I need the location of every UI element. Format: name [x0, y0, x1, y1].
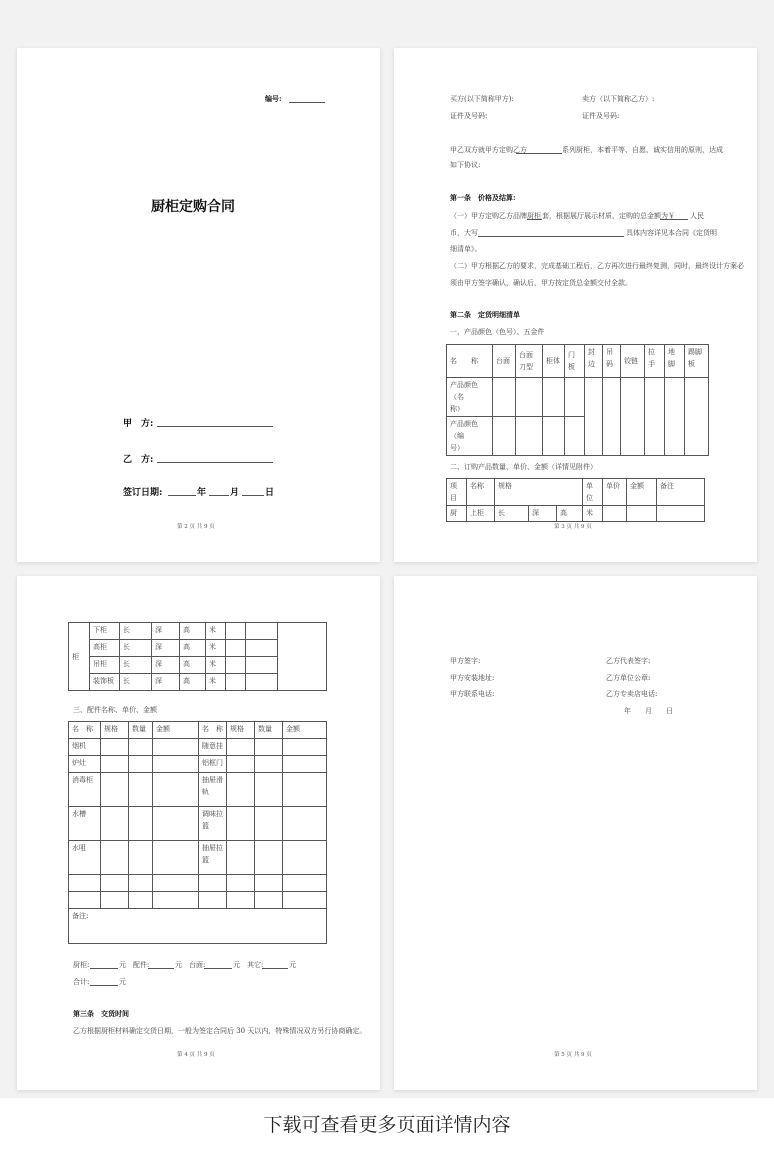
party-b-signature: 乙方代表签字: — [606, 657, 651, 665]
month-blank — [209, 495, 229, 496]
article-1-p4: （二）甲方根据乙方的要求，完成基础工程后，乙方再次进行最终复测，同时，最终设计方案必 — [450, 262, 744, 270]
acc-header: 规格 — [227, 722, 255, 739]
article-1-p3: 细清单》。 — [450, 245, 482, 253]
acc-header: 金额 — [283, 722, 327, 739]
accessory-total-blank — [148, 968, 174, 969]
cab-cell: 深 — [152, 657, 180, 674]
amount-words-blank — [478, 236, 624, 237]
cab-cell: 吊柜 — [90, 657, 120, 674]
acc-item: 水槽 — [69, 807, 101, 841]
year-blank — [168, 495, 196, 496]
contract-page-cover — [17, 48, 380, 562]
acc-item: 炉灶 — [69, 756, 101, 773]
acc-item: 抽屉滑轨 — [199, 773, 227, 807]
signature-date: 年 月 日 — [624, 707, 673, 715]
cabinet-total-blank — [90, 968, 118, 969]
cab-cell: 装饰板 — [90, 674, 120, 691]
download-banner-text: 下载可查看更多页面详情内容 — [263, 1114, 511, 1136]
section-order: 二、订购产品数量、单价、金额（详情见附件） — [450, 463, 597, 471]
cab-cell: 高 — [180, 674, 206, 691]
cab-cell: 长 — [120, 657, 152, 674]
cab-cell: 米 — [206, 640, 226, 657]
acc-header: 数量 — [255, 722, 283, 739]
acc-item: 水咀 — [69, 841, 101, 875]
header-feet: 地 脚 — [665, 345, 685, 378]
amount-blank — [660, 219, 688, 220]
party-b-seal: 乙方单位公章: — [606, 674, 651, 682]
party-a-address: 甲方安装地址: — [450, 674, 495, 682]
page-footer: 第 3 页 共 9 页 — [554, 524, 592, 530]
cab-cell: 下柜 — [90, 623, 120, 640]
order-header-unit: 单位 — [583, 479, 603, 506]
party-b-blank — [157, 462, 273, 463]
header-door: 门板 — [565, 345, 585, 378]
article-3-text: 乙方根据厨柜材料确定交货日期，一般为签定合同后 30 天以内，特殊情况双方另行协商确定。 — [73, 1027, 367, 1035]
article-1-p1c: 人民 — [690, 212, 704, 220]
party-a-label: 甲 方: — [123, 419, 154, 429]
countertop-total-label: 元 台面: — [175, 961, 206, 969]
month-label: 月 — [230, 488, 240, 498]
order-header-price: 单价 — [603, 479, 627, 506]
order-cell: 高 — [557, 506, 583, 522]
color-row-code: 产品颜色（编 号） — [447, 417, 493, 456]
cab-cell: 高柜 — [90, 640, 120, 657]
acc-header: 名 称 — [199, 722, 227, 739]
accessory-total-label: 元 配件: — [119, 961, 150, 969]
acc-item: 烟机 — [69, 739, 101, 756]
party-b-phone: 乙方专卖店电话: — [606, 690, 658, 698]
cabinet-total-label: 厨柜: — [73, 961, 90, 969]
header-name: 名 称 — [447, 345, 493, 378]
cab-cell: 高 — [180, 623, 206, 640]
order-header-amount: 金额 — [627, 479, 657, 506]
acc-item: 消毒柜 — [69, 773, 101, 807]
header-banding: 封 边 — [585, 345, 603, 378]
contract-page-terms — [394, 48, 757, 562]
color-row-name: 产品颜色（名 称） — [447, 378, 493, 417]
cab-cell: 高 — [180, 657, 206, 674]
intro-text-2: 系列厨柜，本着平等、自愿、诚实信用的原则，达成 — [562, 146, 723, 154]
header-countertop: 台面 — [493, 345, 516, 378]
buyer-label: 买方(以下简称甲方): — [450, 95, 514, 103]
section-accessories: 三、配件名称、单价、金额 — [73, 706, 157, 714]
sets-blank — [527, 219, 542, 220]
header-hanger: 吊 码 — [603, 345, 621, 378]
article-1-p1: （一）甲方定购乙方品牌厨柜 — [450, 212, 541, 220]
acc-header: 数量 — [129, 722, 153, 739]
cab-cell: 高 — [180, 640, 206, 657]
grand-total-label: 合计: — [73, 978, 90, 986]
cab-cell: 深 — [152, 623, 180, 640]
order-header-spec: 规格 — [495, 479, 583, 506]
contract-title: 厨柜定购合同 — [151, 199, 235, 215]
contract-page-accessories — [17, 576, 380, 1090]
download-banner — [0, 1098, 774, 1168]
order-header-name: 名称 — [467, 479, 495, 506]
article-1-title: 第一条 价格及结算: — [450, 193, 516, 202]
contract-page-signatures — [394, 576, 757, 1090]
order-cell: 深 — [529, 506, 557, 522]
cabinet-label: 柜 — [69, 623, 90, 691]
accessories-table — [68, 721, 327, 944]
cab-cell: 深 — [152, 674, 180, 691]
article-1-p1b: 套，根据展厅展示材质，定购的总金额为￥ — [542, 212, 675, 220]
cab-cell: 深 — [152, 640, 180, 657]
intro-text-3: 如下协议: — [450, 161, 481, 169]
acc-item: 随意挂 — [199, 739, 227, 756]
article-1-p5: 须由甲方签字确认，确认后，甲方按定货总金额交付全款。 — [450, 279, 632, 287]
grand-total-unit: 元 — [119, 978, 126, 986]
header-hinge: 铰链 — [621, 345, 645, 378]
cab-cell: 米 — [206, 674, 226, 691]
seller-label: 卖方（以下简称乙方）: — [582, 95, 655, 103]
cab-cell: 长 — [120, 623, 152, 640]
article-1-p2b: 具体内容详见本合同《定货明 — [626, 229, 717, 237]
party-a-phone: 甲方联系电话: — [450, 690, 495, 698]
countertop-total-blank — [204, 968, 232, 969]
order-cell: 上柜 — [467, 506, 495, 522]
acc-item: 调味拉篮 — [199, 807, 227, 841]
order-header-remark: 备注 — [657, 479, 705, 506]
cabinet-table — [68, 622, 327, 691]
order-cell: 厨 — [447, 506, 467, 522]
sign-date-label: 签订日期: — [123, 488, 163, 498]
party-a-signature: 甲方签字: — [450, 657, 481, 665]
acc-header: 名 称 — [69, 722, 101, 739]
page-footer: 第 5 页 共 9 页 — [554, 1052, 592, 1058]
cab-cell: 长 — [120, 674, 152, 691]
article-2-title: 第二条 定货明细清单 — [450, 310, 520, 319]
acc-header: 规格 — [101, 722, 129, 739]
acc-item: 铝框门 — [199, 756, 227, 773]
article-1-p2: 币，大写 — [450, 229, 478, 237]
other-total-label: 元 其它: — [233, 961, 264, 969]
order-header-item: 项目 — [447, 479, 467, 506]
intro-text: 甲乙双方就甲方定购乙方 — [450, 146, 527, 154]
grand-total-blank — [90, 985, 118, 986]
page-footer: 第 4 页 共 9 页 — [177, 1052, 215, 1058]
order-table — [446, 478, 705, 522]
order-cell: 长 — [495, 506, 529, 522]
serial-number-label: 编号: — [265, 94, 282, 103]
buyer-id-label: 证件及号码: — [450, 112, 488, 120]
cab-cell: 米 — [206, 657, 226, 674]
seller-id-label: 证件及号码: — [582, 112, 620, 120]
remark-cell: 备注: — [69, 909, 327, 944]
color-table — [446, 344, 709, 456]
acc-item: 抽屉拉篮 — [199, 841, 227, 875]
party-a-blank — [157, 426, 273, 427]
other-total-blank — [262, 968, 288, 969]
header-edge: 台面刀型 — [516, 345, 543, 378]
year-label: 年 — [197, 488, 207, 498]
page-footer: 第 2 页 共 9 页 — [177, 524, 215, 530]
cab-cell: 长 — [120, 640, 152, 657]
order-cell: 米 — [583, 506, 603, 522]
section-colors: 一、产品颜色（色号）、五金件 — [450, 328, 545, 336]
party-b-label: 乙 方: — [123, 455, 154, 465]
acc-header: 金额 — [153, 722, 199, 739]
series-blank — [516, 153, 562, 154]
article-3-title: 第三条 交货时间 — [73, 1009, 129, 1018]
other-total-unit: 元 — [289, 961, 296, 969]
day-blank — [242, 495, 264, 496]
header-handle: 拉 手 — [645, 345, 665, 378]
header-cabinet: 柜体 — [543, 345, 565, 378]
serial-number-blank — [289, 102, 325, 103]
header-kickboard: 踢脚 板 — [685, 345, 709, 378]
cab-cell: 米 — [206, 623, 226, 640]
day-label: 日 — [265, 488, 275, 498]
